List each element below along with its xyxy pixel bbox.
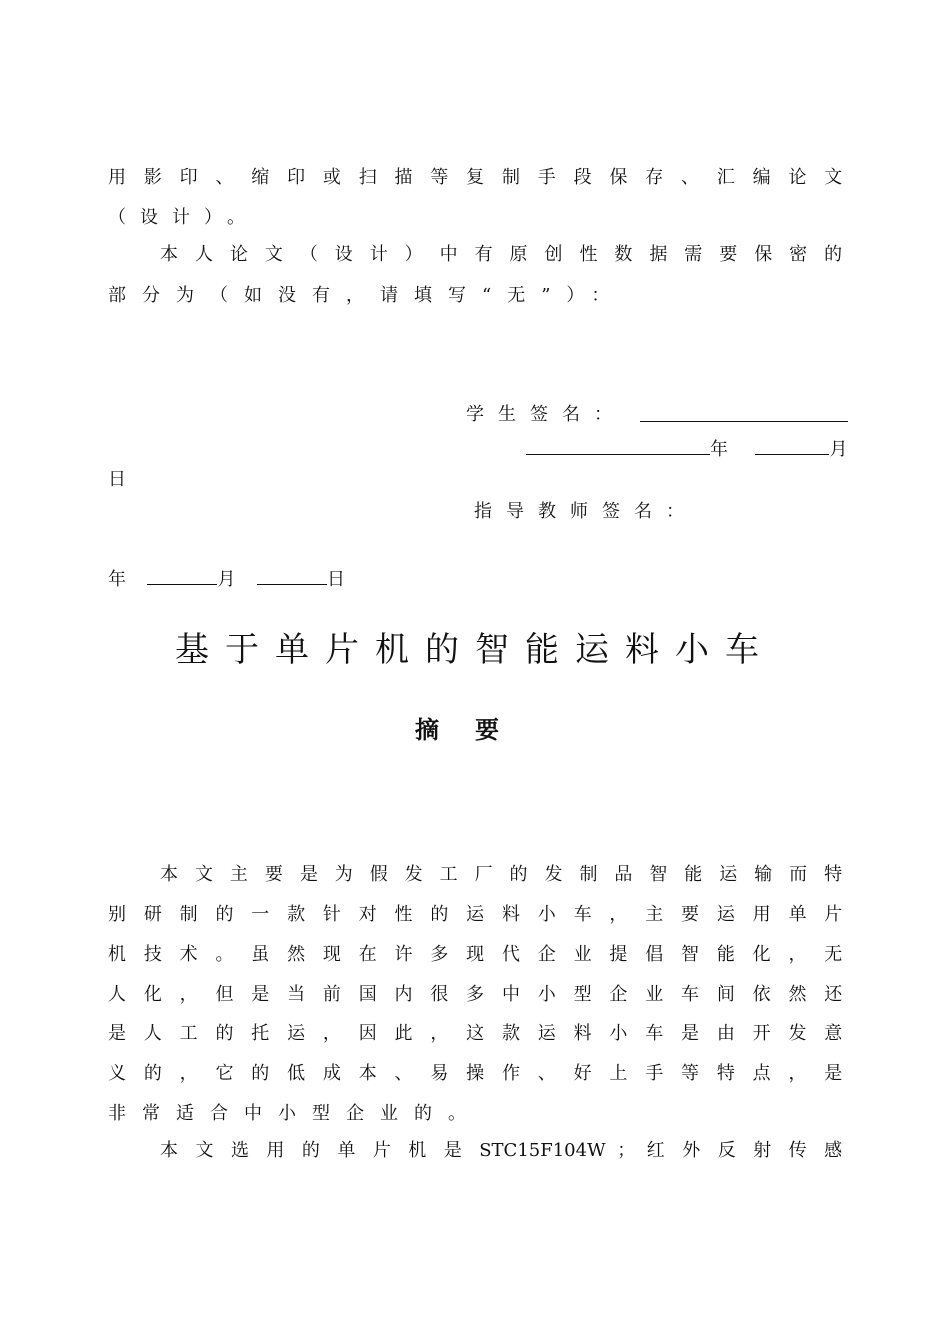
abstract-heading: 摘要 [415,716,535,744]
advisor-date-row [108,566,345,592]
thesis-title: 基于单片机的智能运料小车 [175,630,775,670]
advisor-signature-label: 指导教师签名： [474,501,698,522]
abstract-line: 本 文 主 要 是 为 假 发 工 厂 的 发 制 品 智 能 运 输 而 特 [160,864,842,885]
student-day-label: 日 [108,469,126,490]
student-date-row [526,436,847,462]
abstract-line: 义 的 ， 它 的 低 成 本 、 易 操 作 、 好 上 手 等 特 点 ， 是 [108,1063,842,1084]
advisor-day-label: 日 [326,569,345,590]
advisor-month-field[interactable] [147,566,217,585]
student-signature-label: 学生签名： [466,404,626,425]
student-month-field[interactable] [755,436,829,455]
abstract-line: 人 化 ， 但 是 当 前 国 内 很 多 中 小 型 企 业 车 间 依 然 还 [108,984,842,1005]
declaration-line-4: 部分为（如没有，请填写“无”）： [108,285,626,306]
abstract-line: 是 人 工 的 托 运 ， 因 此 ， 这 款 运 料 小 车 是 由 开 发 意 [108,1023,842,1044]
abstract-line: 本 文 选 用 的 单 片 机 是 STC15F104W ； 红 外 反 射 传 感 [160,1140,842,1161]
advisor-month-label: 月 [217,569,236,590]
declaration-line-2: （设计）。 [108,207,259,228]
abstract-line: 别 研 制 的 一 款 针 对 性 的 运 料 小 车 ， 主 要 运 用 单 片 [108,904,842,925]
advisor-day-field[interactable] [257,566,327,585]
abstract-line: 非常适合中小型企业的。 [108,1103,482,1124]
declaration-line-1: 用 影 印 、 缩 印 或 扫 描 等 复 制 手 段 保 存 、 汇 编 论 文 [108,167,842,188]
student-month-label: 月 [829,439,848,460]
abstract-line: 机 技 术 。 虽 然 现 在 许 多 现 代 企 业 提 倡 智 能 化 ， 无 [108,944,842,965]
student-signature-field[interactable] [640,403,848,429]
declaration-line-3: 本 人 论 文 （ 设 计 ） 中 有 原 创 性 数 据 需 要 保 密 的 [160,244,842,265]
student-year-field[interactable] [526,436,710,455]
advisor-year-label: 年 [108,569,126,590]
student-year-label: 年 [710,439,728,460]
